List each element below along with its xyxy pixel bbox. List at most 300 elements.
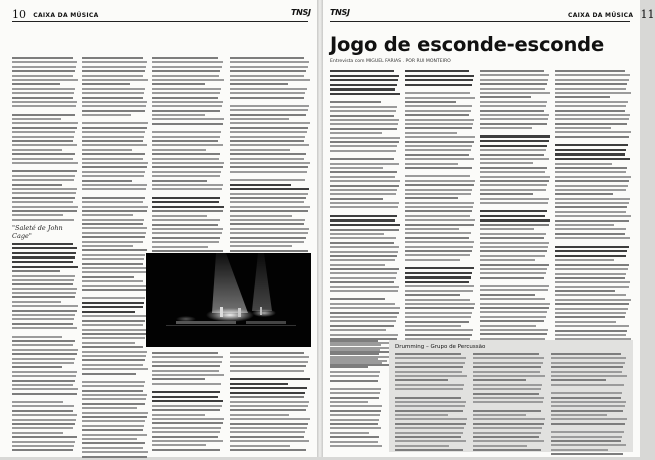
text-line xyxy=(330,432,369,434)
text-line xyxy=(395,379,448,381)
text-line xyxy=(551,449,608,451)
text-line xyxy=(555,250,627,252)
text-line xyxy=(12,206,78,208)
text-line xyxy=(555,228,626,230)
right-page-number: 11 xyxy=(640,8,655,21)
text-line xyxy=(405,119,474,121)
text-line xyxy=(12,427,73,429)
text-line xyxy=(12,57,73,59)
text-line xyxy=(230,188,309,190)
text-line xyxy=(480,158,549,160)
text-line xyxy=(152,409,220,411)
text-line xyxy=(82,456,147,458)
text-line xyxy=(480,285,549,287)
text-line xyxy=(551,362,625,364)
text-line xyxy=(330,362,382,364)
text-line xyxy=(230,197,306,199)
text-line xyxy=(82,412,148,414)
text-line xyxy=(230,61,309,63)
text-line xyxy=(12,61,77,63)
text-line xyxy=(152,144,223,146)
text-line xyxy=(480,92,550,94)
text-line xyxy=(480,311,547,313)
text-line xyxy=(230,223,304,225)
text-line xyxy=(473,414,526,416)
text-line xyxy=(480,233,546,235)
text-line xyxy=(330,325,394,327)
text-line xyxy=(82,390,143,392)
text-line xyxy=(555,123,627,125)
text-line xyxy=(12,197,75,199)
text-line xyxy=(555,176,631,178)
text-line xyxy=(555,163,612,165)
text-line xyxy=(82,136,144,138)
text-line xyxy=(12,153,75,155)
text-line xyxy=(480,96,531,98)
text-line xyxy=(480,303,550,305)
text-line xyxy=(555,237,630,239)
text-line xyxy=(555,220,629,222)
text-line xyxy=(12,314,75,316)
text-line xyxy=(473,362,543,364)
text-line xyxy=(230,241,304,243)
text-line xyxy=(330,441,378,443)
text-line xyxy=(82,245,133,247)
text-line xyxy=(330,290,398,292)
text-line xyxy=(480,145,547,147)
text-line xyxy=(152,444,206,446)
text-line xyxy=(551,371,622,373)
text-line xyxy=(230,378,310,380)
text-line xyxy=(330,312,399,314)
text-line xyxy=(551,414,607,416)
text-line xyxy=(82,425,144,427)
text-line xyxy=(330,167,383,169)
text-line xyxy=(152,188,222,190)
text-line xyxy=(405,123,473,125)
text-line xyxy=(555,281,630,283)
article-byline: Entrevista com MIGUEL FARIAS . POR RUI MONTEIRO xyxy=(330,59,451,64)
text-line xyxy=(480,277,544,279)
text-line xyxy=(230,396,304,398)
text-line xyxy=(480,70,544,72)
text-line xyxy=(405,145,472,147)
text-line xyxy=(480,289,548,291)
text-line xyxy=(152,378,205,380)
text-line xyxy=(405,105,472,107)
text-line xyxy=(395,362,465,364)
text-line xyxy=(551,353,621,355)
text-line xyxy=(82,337,145,339)
text-line xyxy=(12,296,75,298)
right-logo: TNSJ xyxy=(330,8,350,17)
text-line xyxy=(330,388,381,390)
text-line xyxy=(330,423,378,425)
text-line xyxy=(152,171,221,173)
text-line xyxy=(473,366,541,368)
text-line xyxy=(330,233,384,235)
text-line xyxy=(82,263,143,265)
text-line xyxy=(555,312,626,314)
text-line xyxy=(82,249,147,251)
text-line xyxy=(152,61,223,63)
text-line xyxy=(12,158,73,160)
text-line xyxy=(12,419,76,421)
text-line xyxy=(551,405,625,407)
text-line xyxy=(555,321,616,323)
text-line xyxy=(395,432,463,434)
text-line xyxy=(405,79,473,81)
text-line xyxy=(230,436,304,438)
text-line xyxy=(82,171,145,173)
text-line xyxy=(555,153,625,155)
text-line xyxy=(405,228,459,230)
text-line xyxy=(480,135,550,137)
text-line xyxy=(555,286,629,288)
text-line xyxy=(480,110,544,112)
text-line xyxy=(555,158,630,160)
text-line xyxy=(82,75,143,77)
left-page-header xyxy=(12,8,99,21)
text-line xyxy=(405,158,474,160)
text-line xyxy=(230,232,308,234)
right-logo-wrap xyxy=(330,8,350,17)
text-line xyxy=(330,128,397,130)
text-line xyxy=(330,259,395,261)
text-line xyxy=(152,405,222,407)
text-line xyxy=(230,409,306,411)
text-line xyxy=(12,256,75,258)
right-column-4 xyxy=(555,70,631,360)
text-line xyxy=(82,297,145,299)
text-line xyxy=(330,137,400,139)
text-line xyxy=(152,400,223,402)
text-line xyxy=(330,445,382,447)
text-line xyxy=(12,243,73,245)
text-line xyxy=(82,101,147,103)
text-line xyxy=(230,179,305,181)
text-line xyxy=(82,227,147,229)
text-line xyxy=(395,418,467,420)
left-page-number: 10 xyxy=(12,8,26,21)
text-line xyxy=(12,375,76,377)
text-line xyxy=(480,193,533,195)
text-line xyxy=(330,268,399,270)
text-line xyxy=(555,215,631,217)
text-line xyxy=(330,264,385,266)
text-line xyxy=(152,418,224,420)
text-line xyxy=(152,241,219,243)
text-line xyxy=(230,356,309,358)
text-line xyxy=(555,114,630,116)
text-line xyxy=(405,193,471,195)
text-line xyxy=(152,158,219,160)
text-line xyxy=(230,92,305,94)
text-line xyxy=(330,198,383,200)
text-line xyxy=(230,449,306,451)
text-line xyxy=(480,189,546,191)
text-line xyxy=(473,397,544,399)
text-line xyxy=(555,96,610,98)
text-line xyxy=(12,344,73,346)
text-line xyxy=(82,451,148,453)
text-line xyxy=(555,127,611,129)
left-section-label: CAIXA DA MÚSICA xyxy=(33,12,99,19)
text-line xyxy=(82,381,145,383)
text-line xyxy=(82,403,145,405)
text-line xyxy=(230,228,309,230)
text-line xyxy=(82,153,145,155)
text-line xyxy=(230,127,308,129)
text-line xyxy=(230,392,305,394)
text-line xyxy=(82,144,147,146)
text-line xyxy=(82,315,146,317)
text-line xyxy=(555,277,625,279)
text-line xyxy=(480,268,547,270)
text-line xyxy=(405,246,473,248)
text-line xyxy=(12,136,74,138)
text-line xyxy=(395,410,463,412)
text-line xyxy=(230,88,307,90)
text-line xyxy=(12,175,75,177)
text-line xyxy=(473,410,541,412)
text-line xyxy=(152,210,223,212)
text-line xyxy=(555,246,629,248)
text-line xyxy=(405,175,470,177)
text-line xyxy=(82,57,143,59)
text-line xyxy=(12,92,74,94)
text-line xyxy=(82,394,147,396)
text-line xyxy=(480,320,544,322)
text-line xyxy=(330,281,394,283)
text-line xyxy=(480,237,544,239)
text-line xyxy=(395,388,463,390)
text-line xyxy=(230,162,310,164)
text-line xyxy=(230,414,289,416)
text-line xyxy=(152,440,223,442)
text-line xyxy=(12,393,77,395)
text-line xyxy=(330,237,396,239)
text-line xyxy=(555,167,627,169)
text-line xyxy=(152,110,220,112)
text-line xyxy=(12,66,76,68)
text-line xyxy=(395,357,466,359)
text-line xyxy=(82,285,148,287)
text-line xyxy=(82,122,148,124)
text-line xyxy=(480,316,546,318)
text-line xyxy=(480,118,548,120)
text-line xyxy=(395,371,462,373)
text-line xyxy=(405,197,458,199)
left-column-3-bottom xyxy=(152,352,224,453)
text-line xyxy=(12,366,62,368)
text-line xyxy=(395,397,461,399)
text-line xyxy=(480,272,546,274)
text-line xyxy=(82,236,145,238)
text-line xyxy=(555,105,626,107)
text-line xyxy=(405,141,474,143)
text-line xyxy=(12,288,77,290)
text-line xyxy=(395,423,466,425)
text-line xyxy=(405,163,458,165)
text-line xyxy=(230,70,306,72)
text-line xyxy=(12,436,77,438)
text-line xyxy=(330,380,378,382)
text-line xyxy=(555,136,629,138)
text-line xyxy=(330,419,379,421)
text-line xyxy=(480,329,548,331)
text-line xyxy=(330,185,399,187)
text-line xyxy=(330,371,380,373)
text-line xyxy=(395,436,461,438)
text-line xyxy=(480,180,549,182)
text-line xyxy=(12,310,77,312)
text-line xyxy=(82,429,143,431)
text-line xyxy=(82,97,143,99)
text-line xyxy=(405,97,475,99)
text-line xyxy=(555,74,630,76)
text-line xyxy=(405,101,456,103)
text-line xyxy=(230,423,308,425)
text-line xyxy=(82,333,147,335)
text-line xyxy=(152,79,224,81)
text-line xyxy=(551,410,623,412)
text-line xyxy=(152,197,220,199)
text-line xyxy=(330,436,379,438)
text-line xyxy=(551,357,626,359)
text-line xyxy=(330,277,396,279)
text-line xyxy=(551,384,624,386)
text-line xyxy=(405,132,457,134)
text-line xyxy=(12,105,76,107)
text-line xyxy=(330,141,399,143)
text-line xyxy=(330,215,397,217)
text-line xyxy=(152,356,223,358)
text-line xyxy=(473,388,541,390)
right-column-1 xyxy=(330,70,400,369)
text-line xyxy=(330,75,399,77)
text-line xyxy=(12,70,75,72)
text-line xyxy=(12,327,77,329)
text-line xyxy=(405,75,474,77)
text-line xyxy=(551,392,622,394)
text-line xyxy=(230,118,289,120)
text-line xyxy=(330,93,400,95)
text-line xyxy=(551,436,622,438)
text-line xyxy=(152,180,207,182)
text-line xyxy=(12,323,73,325)
text-line xyxy=(473,384,542,386)
right-section-label: CAIXA DA MÚSICA xyxy=(568,12,634,19)
text-line xyxy=(230,440,309,442)
text-line xyxy=(152,83,205,85)
text-line xyxy=(152,70,220,72)
text-line xyxy=(12,292,76,294)
text-line xyxy=(555,101,628,103)
text-line xyxy=(330,219,395,221)
text-line xyxy=(152,436,218,438)
text-line xyxy=(480,88,545,90)
text-line xyxy=(555,290,615,292)
text-line xyxy=(230,206,310,208)
text-line xyxy=(405,321,469,323)
text-line xyxy=(551,453,623,455)
text-line xyxy=(480,224,549,226)
text-line xyxy=(555,259,614,261)
text-line xyxy=(473,371,540,373)
text-line xyxy=(152,175,220,177)
text-line xyxy=(330,242,394,244)
text-line xyxy=(330,414,380,416)
text-line xyxy=(480,242,549,244)
text-line xyxy=(405,312,472,314)
text-line xyxy=(330,229,399,231)
text-line xyxy=(405,334,472,336)
text-line xyxy=(82,385,144,387)
text-line xyxy=(82,241,143,243)
text-line xyxy=(555,308,628,310)
text-line xyxy=(330,246,399,248)
text-line xyxy=(12,101,77,103)
text-line xyxy=(230,83,288,85)
text-line xyxy=(12,131,75,133)
text-line xyxy=(405,92,470,94)
text-line xyxy=(330,410,381,412)
text-line xyxy=(555,316,625,318)
text-line xyxy=(152,57,218,59)
text-line xyxy=(152,250,223,252)
sidebar-column-2 xyxy=(473,353,545,454)
text-line xyxy=(230,237,306,239)
text-line xyxy=(12,88,75,90)
text-line xyxy=(405,307,474,309)
text-line xyxy=(82,355,146,357)
text-line xyxy=(405,285,474,287)
text-line xyxy=(12,414,77,416)
text-line xyxy=(12,441,75,443)
text-line xyxy=(82,149,132,151)
text-line xyxy=(12,432,63,434)
text-line xyxy=(330,163,399,165)
left-header-rule xyxy=(12,21,308,22)
text-line xyxy=(473,449,541,451)
text-line xyxy=(12,445,74,447)
text-line xyxy=(82,442,145,444)
text-line xyxy=(555,233,625,235)
text-line xyxy=(473,445,527,447)
text-line xyxy=(82,166,147,168)
text-line xyxy=(12,340,75,342)
text-line xyxy=(555,264,629,266)
text-line xyxy=(82,320,145,322)
text-line xyxy=(82,434,147,436)
text-line xyxy=(12,336,62,338)
text-line xyxy=(480,333,547,335)
text-line xyxy=(12,97,73,99)
text-line xyxy=(82,416,147,418)
text-line xyxy=(555,79,629,81)
text-line xyxy=(555,193,613,195)
text-line xyxy=(230,245,292,247)
text-line xyxy=(230,140,304,142)
text-line xyxy=(12,401,63,403)
text-line xyxy=(12,449,73,451)
text-line xyxy=(82,175,144,177)
text-line xyxy=(405,114,469,116)
text-line xyxy=(230,114,306,116)
left-column-4-bottom xyxy=(230,352,310,453)
text-line xyxy=(152,370,219,372)
